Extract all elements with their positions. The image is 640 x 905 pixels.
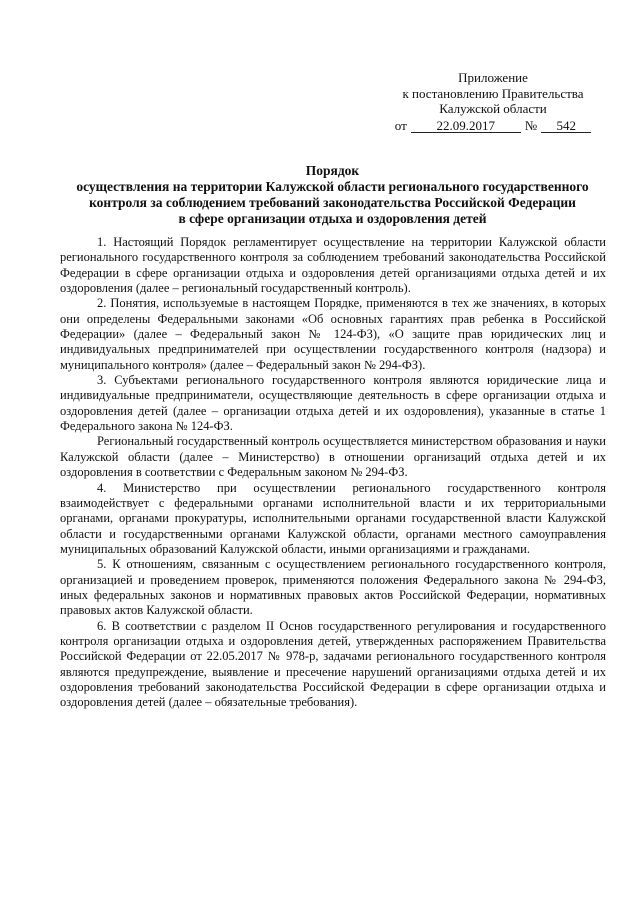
paragraph-6: 6. В соответствии с разделом II Основ государственного регулирования и государственного контроля организации отдыха и оздоровления детей, утвержденных распоряжением Правительства Российской Федерации от 22.05.2017 № 978-р, задачами регионального государственного контроля являются предупреждение, выявление и пресечение нарушений организациями отдыха детей и их оздоровления требований законодательства Российской Федерации в сфере организации отдыха и оздоровления детей (далее – обязательные требования). (60, 618, 606, 710)
paragraph-3: 3. Субъектами регионального государственного контроля являются юридические лица и индивидуальные предприниматели, осуществляющие деятельность в сфере организации отдыха и оздоровления детей (далее – организации отдыха детей и их оздоровления), указанные в статье 1 Федерального закона № 124-ФЗ. (60, 373, 606, 434)
appendix-region-line: Калужской области (439, 101, 547, 116)
paragraph-3-continuation: Региональный государственный контроль осуществляется министерством образования и науки Калужской области (далее – Министерство) в отношении организаций отдыха детей и их оздоровления в соответствии с Федеральным законом № 294-ФЗ. (60, 434, 606, 480)
title-line-3: контроля за соблюдением требований законодательства Российской Федерации (89, 195, 576, 210)
title-line-4: в сфере организации отдыха и оздоровления детей (178, 211, 487, 226)
paragraph-5: 5. К отношениям, связанным с осуществлением регионального государственного контроля, организацией и проведением проверок, применяются положения Федерального закона № 294-ФЗ, иных федеральных законов и нормативных правовых актов Российской Федерации, нормативных правовых актов Калужской области. (60, 557, 606, 618)
appendix-date-number-line (378, 118, 608, 134)
paragraph-4: 4. Министерство при осуществлении регионального государственного контроля взаимодействует с федеральными органами исполнительной власти и их территориальными органами, органами прокуратуры, исполнительными органами государственной власти Калужской области и государственными органами Калужской области, органами местного самоуправления муниципальных образований Калужской области, иными организациями и гражданами. (60, 480, 606, 556)
resolution-date: 22.09.2017 (411, 119, 521, 133)
document-title (60, 163, 605, 227)
resolution-number: 542 (541, 119, 591, 133)
appendix-label: Приложение (458, 70, 528, 85)
paragraph-2: 2. Понятия, используемые в настоящем Порядке, применяются в тех же значениях, в которых они определены Федеральными законами «Об основных гарантиях прав ребенка в Российской Федерации» (далее – Федеральный закон № 124-ФЗ), «О защите прав юридических лиц и индивидуальных предпринимателей при осуществлении государственного контроля (надзора) и муниципального контроля» (далее – Федеральный закон № 294-ФЗ). (60, 296, 606, 372)
title-line-2: осуществления на территории Калужской области регионального государственного (76, 179, 589, 194)
appendix-header (378, 70, 608, 133)
appendix-resolution-line: к постановлению Правительства (402, 85, 584, 101)
number-label: № (524, 117, 538, 133)
date-from-label: от (394, 117, 407, 133)
document-body (60, 235, 606, 711)
paragraph-1: 1. Настоящий Порядок регламентирует осуществление на территории Калужской области регионального государственного контроля за соблюдением требований законодательства Российской Федерации в сфере организации отдыха и оздоровления детей организациями отдыха детей и их оздоровления (далее – региональный государственный контроль). (60, 235, 606, 296)
title-line-1: Порядок (305, 163, 360, 178)
